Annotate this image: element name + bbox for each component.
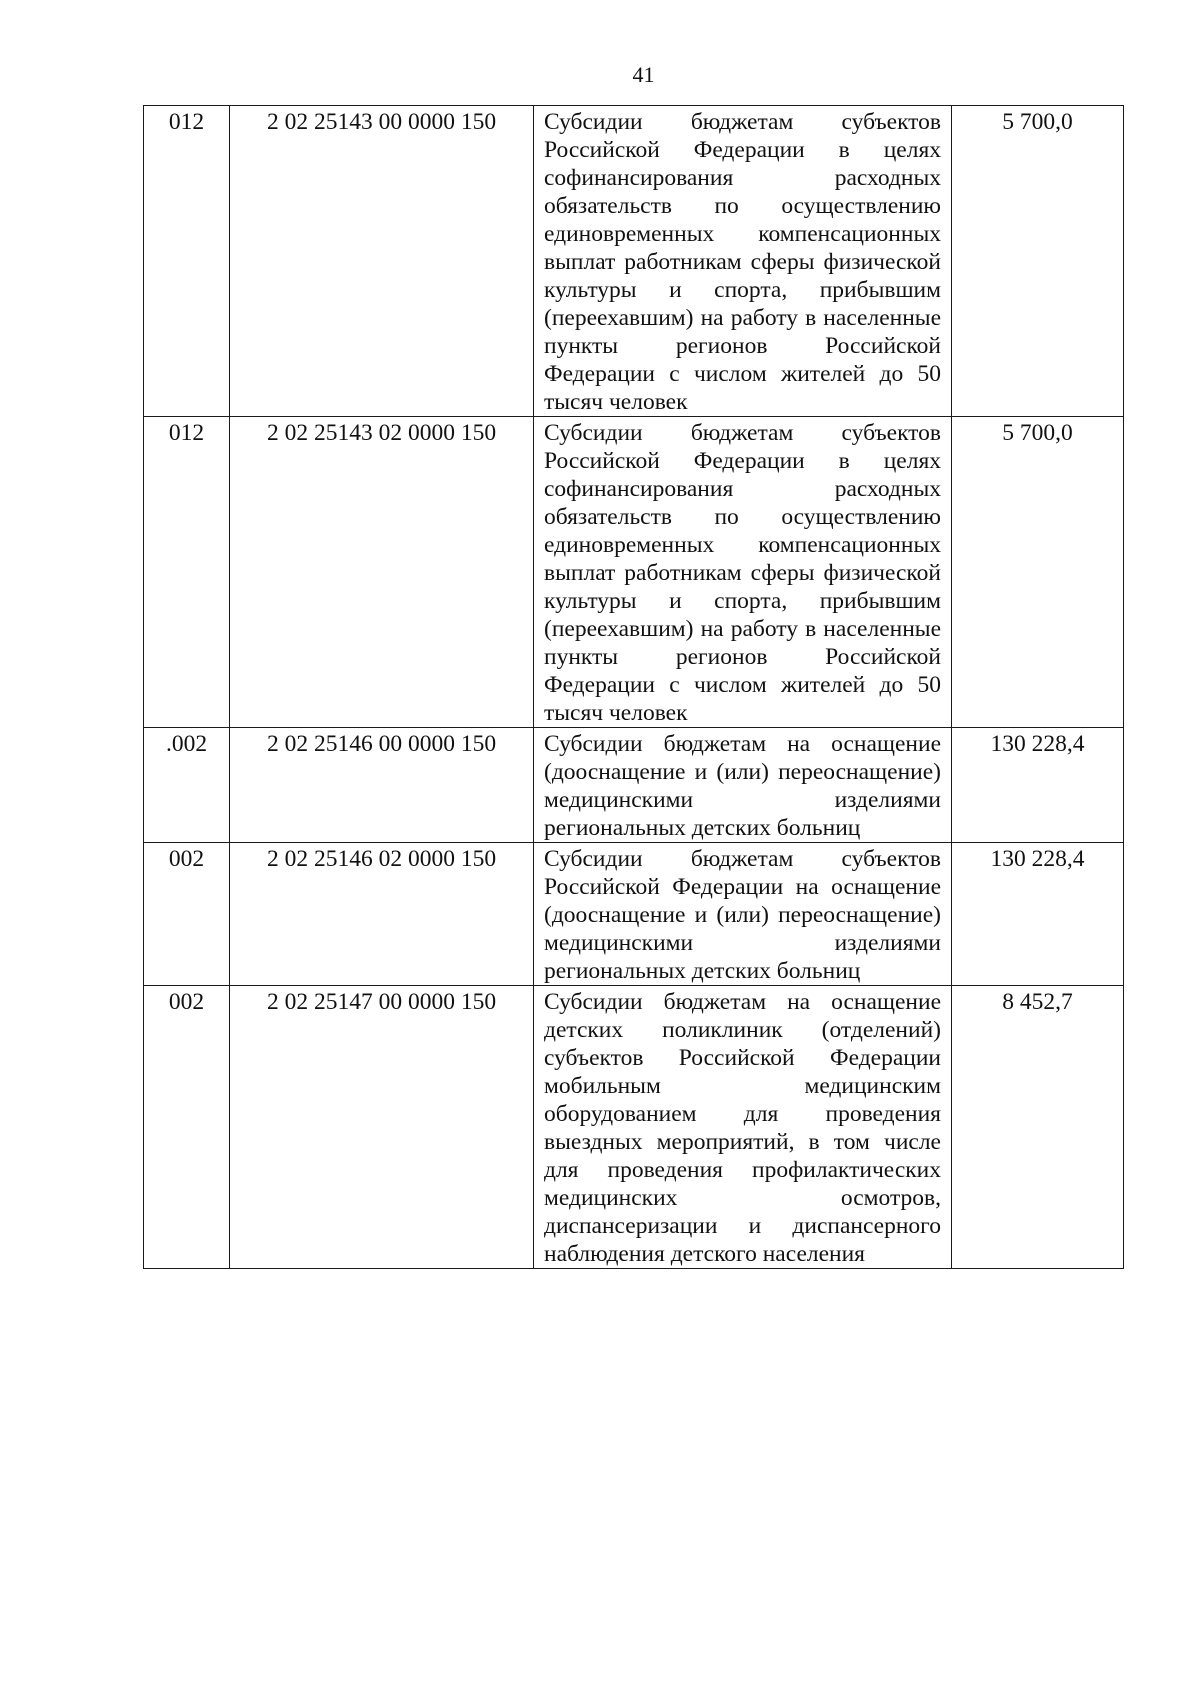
amount-cell: 130 228,4 xyxy=(952,728,1124,843)
revenue-name-cell: Субсидии бюджетам субъектов Российской Федерации в целях софинансирования расходных обязательств по осуществлению единовременных компенсационных выплат работникам сферы физической культуры и спорта, прибывшим (переехавшим) на работу в населенные пункты регионов Российской Федерации с числом жителей до 50 тысяч человек xyxy=(534,417,952,728)
admin-code-cell: 012 xyxy=(144,106,230,417)
table-row xyxy=(144,106,1124,417)
budget-revenue-table xyxy=(143,105,1124,1269)
revenue-name-cell: Субсидии бюджетам на оснащение (дооснащение и (или) переоснащение) медицинскими изделиями региональных детских больниц xyxy=(534,728,952,843)
table-row xyxy=(144,986,1124,1269)
amount-cell: 5 700,0 xyxy=(952,417,1124,728)
admin-code-cell: 002 xyxy=(144,843,230,986)
amount-cell: 8 452,7 xyxy=(952,986,1124,1269)
budget-code-cell: 2 02 25146 02 0000 150 xyxy=(230,843,534,986)
budget-code-cell: 2 02 25147 00 0000 150 xyxy=(230,986,534,1269)
table-row xyxy=(144,728,1124,843)
admin-code-cell: .002 xyxy=(144,728,230,843)
budget-code-cell: 2 02 25143 00 0000 150 xyxy=(230,106,534,417)
page-number: 41 xyxy=(632,62,655,87)
amount-cell: 5 700,0 xyxy=(952,106,1124,417)
table-row xyxy=(144,843,1124,986)
amount-cell: 130 228,4 xyxy=(952,843,1124,986)
revenue-name-cell: Субсидии бюджетам субъектов Российской Федерации на оснащение (дооснащение и (или) переоснащение) медицинскими изделиями региональных детских больниц xyxy=(534,843,952,986)
table-row xyxy=(144,417,1124,728)
admin-code-cell: 012 xyxy=(144,417,230,728)
admin-code-cell: 002 xyxy=(144,986,230,1269)
budget-code-cell: 2 02 25146 00 0000 150 xyxy=(230,728,534,843)
budget-code-cell: 2 02 25143 02 0000 150 xyxy=(230,417,534,728)
revenue-name-cell: Субсидии бюджетам на оснащение детских поликлиник (отделений) субъектов Российской Федерации мобильным медицинским оборудованием для проведения выездных мероприятий, в том числе для проведения профилактических медицинских осмотров, диспансеризации и диспансерного наблюдения детского населения xyxy=(534,986,952,1269)
revenue-name-cell: Субсидии бюджетам субъектов Российской Федерации в целях софинансирования расходных обязательств по осуществлению единовременных компенсационных выплат работникам сферы физической культуры и спорта, прибывшим (переехавшим) на работу в населенные пункты регионов Российской Федерации с числом жителей до 50 тысяч человек xyxy=(534,106,952,417)
